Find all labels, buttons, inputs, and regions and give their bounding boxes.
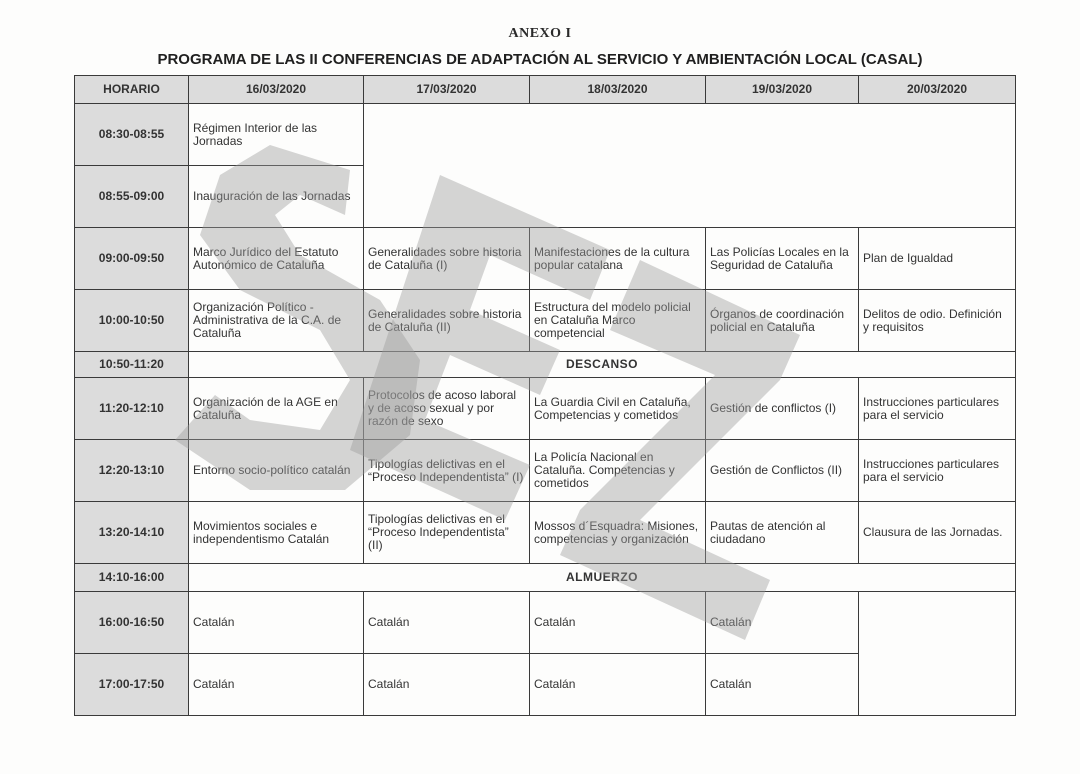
table-row [75,290,1016,352]
break-row [75,564,1016,592]
time-slot: 08:55-09:00 [75,166,189,228]
session-cell: Entorno socio-político catalán [189,440,364,502]
break-label: ALMUERZO [189,564,1016,592]
session-cell: Tipologías delictivas en el “Proceso Independentista” (II) [364,502,530,564]
column-header: 17/03/2020 [364,76,530,104]
session-cell: Instrucciones particulares para el servicio [859,378,1016,440]
table-row [75,228,1016,290]
session-cell: La Policía Nacional en Cataluña. Competencias y cometidos [530,440,706,502]
table-row [75,440,1016,502]
document-title: PROGRAMA DE LAS II CONFERENCIAS DE ADAPTACIÓN AL SERVICIO Y AMBIENTACIÓN LOCAL (CASAL) [157,51,923,68]
empty-cell [859,592,1016,716]
column-header: 18/03/2020 [530,76,706,104]
session-cell: Gestión de conflictos (I) [706,378,859,440]
session-cell: Catalán [706,654,859,716]
column-header: HORARIO [75,76,189,104]
session-cell: Marco Jurídico del Estatuto Autonómico de Cataluña [189,228,364,290]
table-row [75,592,1016,654]
session-cell: Órganos de coordinación policial en Cataluña [706,290,859,352]
time-slot: 10:00-10:50 [75,290,189,352]
time-slot: 10:50-11:20 [75,352,189,378]
session-cell: Protocolos de acoso laboral y de acoso sexual y por razón de sexo [364,378,530,440]
session-cell: Generalidades sobre historia de Cataluña (II) [364,290,530,352]
session-cell: Catalán [189,592,364,654]
column-header: 20/03/2020 [859,76,1016,104]
session-cell: Estructura del modelo policial en Cataluña Marco competencial [530,290,706,352]
session-cell: Catalán [364,592,530,654]
table-row [75,502,1016,564]
table-row [75,378,1016,440]
session-cell: Manifestaciones de la cultura popular catalana [530,228,706,290]
time-slot: 08:30-08:55 [75,104,189,166]
session-cell: Organización de la AGE en Cataluña [189,378,364,440]
session-cell: Generalidades sobre historia de Cataluña (I) [364,228,530,290]
header-row [75,76,1016,104]
session-cell: Las Policías Locales en la Seguridad de Cataluña [706,228,859,290]
session-cell: Delitos de odio. Definición y requisitos [859,290,1016,352]
table-row [75,104,1016,166]
session-cell: Pautas de atención al ciudadano [706,502,859,564]
session-cell: Catalán [530,592,706,654]
session-cell: Catalán [706,592,859,654]
time-slot: 13:20-14:10 [75,502,189,564]
time-slot: 09:00-09:50 [75,228,189,290]
session-cell: Instrucciones particulares para el servicio [859,440,1016,502]
break-row [75,352,1016,378]
column-header: 19/03/2020 [706,76,859,104]
session-cell: La Guardia Civil en Cataluña, Competencias y cometidos [530,378,706,440]
session-cell: Régimen Interior de las Jornadas [189,104,364,166]
session-cell: Inauguración de las Jornadas [189,166,364,228]
time-slot: 11:20-12:10 [75,378,189,440]
annex-title: ANEXO I [508,26,572,41]
break-label: DESCANSO [189,352,1016,378]
session-cell: Plan de Igualdad [859,228,1016,290]
time-slot: 14:10-16:00 [75,564,189,592]
column-header: 16/03/2020 [189,76,364,104]
session-cell: Gestión de Conflictos (II) [706,440,859,502]
schedule-table [74,75,1016,716]
session-cell: Catalán [364,654,530,716]
time-slot: 12:20-13:10 [75,440,189,502]
time-slot: 17:00-17:50 [75,654,189,716]
session-cell: Tipologías delictivas en el “Proceso Independentista” (I) [364,440,530,502]
session-cell: Catalán [530,654,706,716]
empty-cell [364,104,1016,228]
session-cell: Organización Político - Administrativa de la C.A. de Cataluña [189,290,364,352]
session-cell: Clausura de las Jornadas. [859,502,1016,564]
session-cell: Movimientos sociales e independentismo Catalán [189,502,364,564]
time-slot: 16:00-16:50 [75,592,189,654]
session-cell: Mossos d´Esquadra: Misiones, competencias y organización [530,502,706,564]
session-cell: Catalán [189,654,364,716]
